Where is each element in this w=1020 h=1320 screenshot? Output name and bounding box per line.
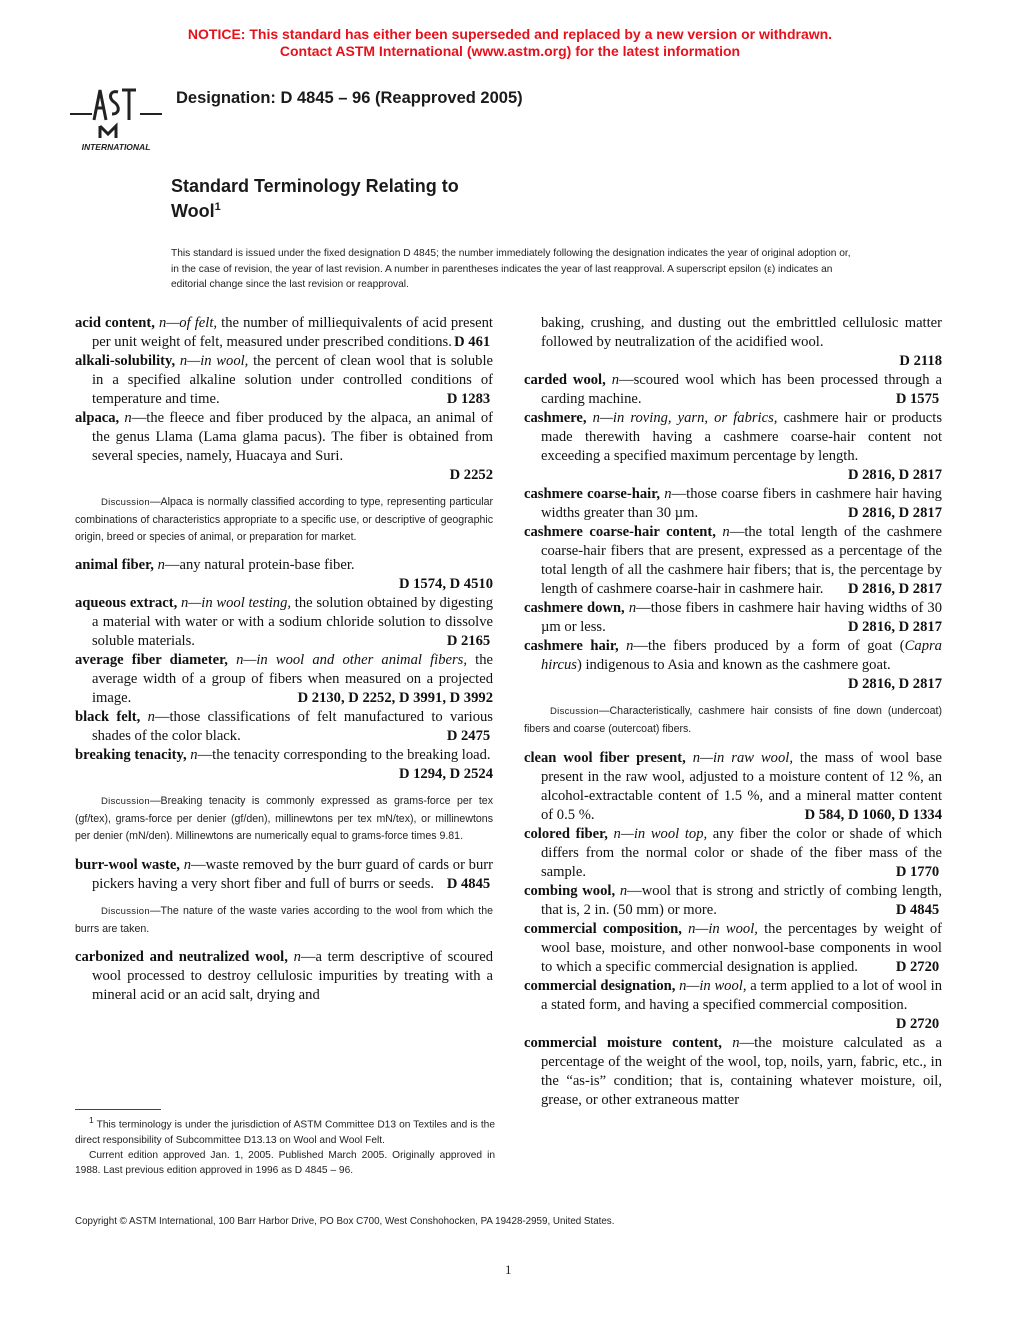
reference: D 1283 — [446, 391, 491, 407]
entry-cashmere-hair — [524, 637, 942, 694]
definition: —a term descriptive of scoured wool processed to destroy cellulosic impurities by treating with a mineral acid or an acid salt, drying and — [92, 949, 493, 1004]
reference: D 2130, D 2252, D 3991, D 3992 — [297, 690, 493, 707]
entry-burr-wool-waste — [75, 856, 493, 894]
definition: —wool that is strong and strictly of combing length, that is, 2 in. (50 mm) or more. — [541, 882, 942, 918]
part-of-speech: n — [159, 315, 167, 331]
entry-clean-wool-fiber-present — [524, 749, 942, 825]
definition: the percentages by weight of wool base, moisture, and other nonwool-base components in wool to which a specific commercial designation is applied. — [541, 920, 942, 975]
entry-alkali-solubility — [75, 352, 493, 409]
astm-logo-icon — [70, 76, 162, 156]
part-of-speech: n — [179, 353, 188, 369]
notice-line-2: Contact ASTM International (www.astm.org) for the latest information — [279, 43, 741, 59]
reference: D 584, D 1060, D 1334 — [804, 806, 942, 823]
term: cashmere coarse-hair content, — [524, 524, 716, 540]
qualifier: —in wool top, — [620, 825, 708, 842]
entry-cashmere-coarse-hair-content — [524, 523, 942, 599]
term: black felt, — [75, 709, 141, 726]
reference: D 2720 — [895, 958, 940, 975]
part-of-speech: n — [592, 410, 600, 426]
definition: the percent of clean wool that is soluble in a specified alkaline solution under controlled conditions of temperature and time. — [92, 353, 493, 407]
footnote-mark: 1 — [89, 1115, 94, 1125]
part-of-speech: n — [732, 1034, 740, 1051]
logo-label: INTERNATIONAL — [81, 142, 151, 152]
term: burr-wool waste, — [75, 856, 180, 873]
entry-alpaca — [75, 409, 493, 485]
definition: —those coarse fibers in cashmere hair having widths greater than 30 µm. — [541, 486, 942, 521]
left-column — [75, 314, 493, 1005]
definition: baking, crushing, and dusting out the embrittled cellulosic matter followed by neutralization of the acidified wool. — [541, 315, 942, 350]
reference: D 2816, D 2817 — [847, 467, 942, 483]
part-of-speech: n — [611, 372, 620, 388]
entry-carded-wool — [524, 371, 942, 409]
term: commercial moisture content, — [524, 1034, 722, 1051]
discussion-alpaca — [75, 494, 493, 545]
discussion-label: Discussion — [550, 706, 599, 717]
part-of-speech: n — [181, 595, 189, 612]
discussion-text: —Breaking tenacity is commonly expressed as grams-force per tex (gf/tex), grams-force per denier (gf/den), millinewtons per tex mN/tex), or millinewtons per denier (mN/den). Millinewtons are numerically equal to grams-force times 9.81. — [75, 795, 493, 842]
footnote-paragraph-1 — [75, 1113, 495, 1148]
term: acid content, — [75, 315, 155, 331]
definition: a term applied to a lot of wool in a stated form, and having a specified commercial composition. — [541, 977, 942, 1013]
part-of-speech: n — [157, 557, 165, 574]
part-of-speech: n — [124, 410, 132, 426]
term: combing wool, — [524, 882, 616, 899]
definition: —the tenacity corresponding to the breaking load. — [197, 747, 491, 764]
part-of-speech: n — [190, 747, 198, 764]
title-line-1: Standard Terminology Relating to — [171, 176, 459, 196]
term: alpaca, — [75, 410, 120, 426]
part-of-speech: n — [722, 524, 730, 540]
definition: the number of milliequivalents of acid present per unit weight of felt, measured under prescribed conditions. — [92, 315, 493, 350]
entry-breaking-tenacity — [75, 746, 493, 784]
entry-cashmere-down — [524, 599, 942, 637]
discussion-text: —Characteristically, cashmere hair consists of fine down (undercoat) fibers and coarse (outercoat) fibers. — [524, 705, 942, 735]
term: carbonized and neutralized wool, — [75, 949, 288, 966]
entry-commercial-designation — [524, 977, 942, 1034]
definition: —those classifications of felt manufactured to various shades of the color black. — [92, 709, 493, 745]
title-word: Wool — [171, 201, 215, 221]
qualifier: —in wool testing, — [188, 595, 292, 612]
term: commercial composition, — [524, 920, 682, 937]
entry-cashmere-coarse-hair — [524, 485, 942, 523]
reference: D 2252 — [449, 467, 493, 483]
reference: D 1770 — [895, 863, 940, 880]
reference: D 2475 — [446, 728, 491, 745]
definition: —the total length of the cashmere coarse-hair fibers that are present, expressed as a percentage of the total length of all the cashmere hair fibers; that is, the percentage by length of cashmere coarse-hair in cashmere hair. — [541, 524, 942, 597]
definition: —those fibers in cashmere hair having widths of 30 µm or less. — [541, 600, 943, 635]
term: cashmere coarse-hair, — [524, 486, 660, 502]
part-of-speech: n — [293, 949, 301, 966]
entry-combing-wool — [524, 882, 942, 920]
part-of-speech: n — [688, 920, 696, 937]
definition: the mass of wool base present in the raw wool, adjusted to a moisture content of 12 %, an alcohol-extractable content of 1.5 %, and a mineral matter content of 0.5 %. — [541, 749, 942, 823]
term: animal fiber, — [75, 557, 154, 574]
copyright-line: Copyright © ASTM International, 100 Barr Harbor Drive, PO Box C700, West Conshohocken, PA 19428-2959, United States. — [75, 1216, 615, 1227]
species-name: Capra hircus — [541, 638, 942, 673]
qualifier: —in wool and other animal fibers, — [243, 652, 467, 669]
definition: —the moisture calculated as a percentage of the weight of the wool, top, noils, yarn, fabric, etc., in the “as-is” condition; that is, containing whatever moisture, oil, grease, or other extraneous matter — [541, 1034, 942, 1108]
definition-part-b: ) indigenous to Asia and known as the cashmere goat. — [576, 657, 891, 673]
discussion-label: Discussion — [101, 796, 150, 808]
footnote-text-1: This terminology is under the jurisdiction of ASTM Committee D13 on Textiles and is the direct responsibility of Subcommittee D13.13 on Wool and Wool Felt. — [75, 1119, 495, 1146]
page-number: 1 — [505, 1262, 512, 1277]
designation: Designation: D 4845 – 96 (Reapproved 2005) — [176, 89, 523, 107]
reference: D 2118 — [899, 353, 942, 369]
reference: D 2816, D 2817 — [847, 619, 942, 635]
intro-paragraph: This standard is issued under the fixed designation D 4845; the number immediately following the designation indicates the year of original adoption or, in the case of revision, the year of last revision. A number in parentheses indicates the year of last reapproval. A superscript epsilon (ε) indicates an editorial change since the last revision or reapproval. — [171, 248, 851, 290]
reference: D 2720 — [895, 1015, 940, 1032]
entry-colored-fiber — [524, 825, 942, 882]
term: clean wool fiber present, — [524, 749, 686, 766]
term: colored fiber, — [524, 825, 608, 842]
definition: —scoured wool which has been processed through a carding machine. — [541, 372, 942, 407]
footnote-paragraph-2: Current edition approved Jan. 1, 2005. Published March 2005. Originally approved in 1988. Last previous edition approved in 1996 as D 4845 – 96. — [75, 1149, 495, 1176]
entry-average-fiber-diameter — [75, 651, 493, 708]
definition: —waste removed by the burr guard of cards or burr pickers having a very short fiber and full of burrs or seeds. — [92, 856, 493, 892]
term: commercial designation, — [524, 977, 676, 994]
part-of-speech: n — [626, 638, 634, 654]
qualifier: —of felt, — [166, 315, 218, 331]
entry-cashmere — [524, 409, 942, 485]
definition-part-a: —the fibers produced by a form of goat ( — [633, 638, 905, 654]
reference: D 1574, D 4510 — [398, 576, 493, 593]
qualifier: —in roving, yarn, or fabrics, — [599, 410, 778, 426]
term: breaking tenacity, — [75, 747, 187, 764]
reference: D 4845 — [895, 901, 940, 918]
term: average fiber diameter, — [75, 652, 228, 669]
term: carded wool, — [524, 372, 606, 388]
qualifier: —in wool, — [187, 353, 249, 369]
term: cashmere, — [524, 410, 587, 426]
title-line-2 — [171, 197, 459, 222]
entry-black-felt — [75, 708, 493, 746]
definition: cashmere hair or products made therewith having a cashmere coarse-hair content not exceeding a specified maximum percentage by length. — [541, 410, 942, 464]
definition: any fiber the color or shade of which differs from the normal color or shade of the fiber mass of the sample. — [541, 825, 942, 880]
part-of-speech: n — [664, 486, 672, 502]
term: cashmere down, — [524, 600, 625, 616]
discussion-text: —The nature of the waste varies according to the wool from which the burrs are taken. — [75, 904, 493, 935]
reference: D 461 — [454, 334, 491, 350]
definition: —the fleece and fiber produced by the alpaca, an animal of the genus Llama (Lama glama pacus). The fiber is obtained from several species, namely, Huacaya and Suri. — [92, 410, 493, 464]
discussion-breaking-tenacity — [75, 793, 493, 844]
term: aqueous extract, — [75, 595, 178, 612]
reference: D 2816, D 2817 — [847, 581, 942, 597]
page-title — [171, 176, 459, 222]
discussion-label: Discussion — [101, 497, 150, 508]
right-column — [524, 314, 942, 1110]
entry-aqueous-extract — [75, 594, 493, 651]
entry-commercial-composition — [524, 920, 942, 977]
qualifier: —in raw wool, — [700, 749, 793, 766]
title-footnote-mark: 1 — [214, 201, 221, 213]
term: alkali-solubility, — [75, 353, 176, 369]
reference: D 1575 — [895, 391, 940, 407]
part-of-speech: n — [692, 749, 701, 766]
reference: D 1294, D 2524 — [398, 766, 493, 783]
discussion-burr-wool-waste — [75, 903, 493, 938]
reference: D 2816, D 2817 — [847, 505, 942, 521]
part-of-speech: n — [619, 882, 628, 899]
definition: the solution obtained by digesting a material with water or with a sodium chloride solution to dissolve soluble materials. — [92, 595, 493, 650]
entry-carbonized-wool — [75, 948, 493, 1005]
reference: D 2816, D 2817 — [847, 676, 942, 692]
notice-line-1: NOTICE: This standard has either been superseded and replaced by a new version or withdrawn. — [187, 26, 833, 42]
entry-acid-content — [75, 314, 493, 352]
part-of-speech: n — [628, 600, 637, 616]
definition: the average width of a group of fibers when measured on a projected image. — [92, 652, 493, 707]
qualifier: —in wool, — [686, 977, 747, 994]
entry-commercial-moisture-content — [524, 1034, 942, 1110]
definition: —any natural protein-base fiber. — [164, 557, 355, 574]
discussion-text: —Alpaca is normally classified according to type, representing particular combinations of characteristics appropriate to a specific use, or descriptive of geographic origin, breed or species of animal, or preparation for market. — [75, 496, 493, 543]
part-of-speech: n — [147, 709, 155, 726]
part-of-speech: n — [183, 856, 191, 873]
part-of-speech: n — [236, 652, 244, 669]
entry-animal-fiber — [75, 556, 493, 594]
part-of-speech: n — [613, 825, 621, 842]
term: cashmere hair, — [524, 638, 619, 654]
footnote — [75, 1113, 495, 1178]
discussion-cashmere-hair — [524, 703, 942, 738]
reference: D 2165 — [446, 633, 491, 650]
part-of-speech: n — [679, 977, 687, 994]
discussion-label: Discussion — [101, 905, 150, 917]
reference: D 4845 — [446, 875, 491, 892]
entry-carbonized-wool-continued — [524, 314, 942, 371]
footnote-divider — [75, 1109, 161, 1110]
qualifier: —in wool, — [695, 920, 758, 937]
notice-banner — [0, 26, 1020, 60]
